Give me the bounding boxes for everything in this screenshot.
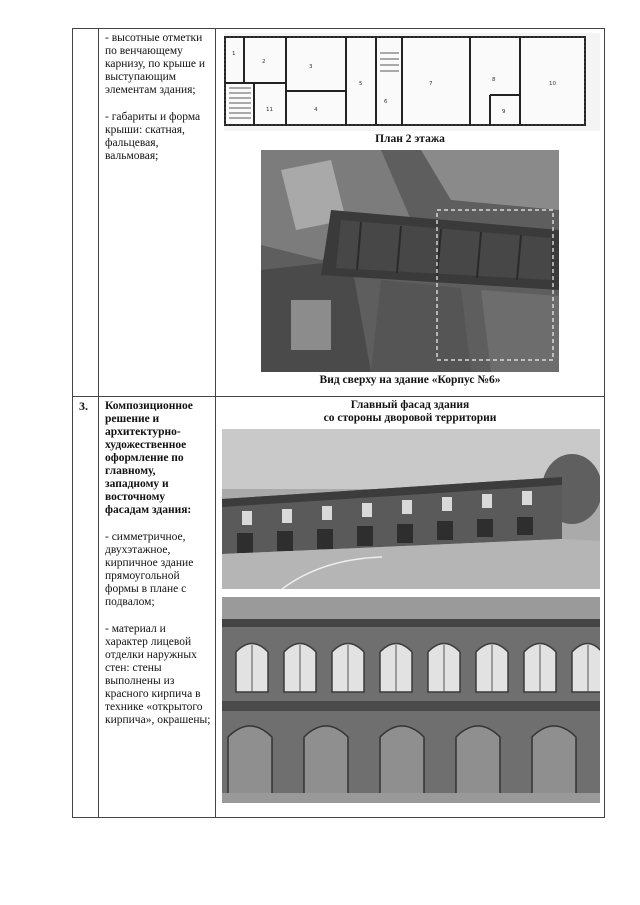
desc-material: - материал и характер лицевой отделки наружных стен: стены выполнены из красного кирпича в технике «открытого кирпича», окрашены; — [105, 623, 211, 726]
row-number-cell — [73, 397, 99, 818]
svg-text:9: 9 — [502, 109, 506, 115]
desc-roof: - габариты и форма крыши: скатная, фальцевая, вальмовая; — [105, 111, 201, 162]
description-cell — [99, 29, 216, 397]
svg-text:7: 7 — [429, 81, 433, 87]
facade-caption-line2: со стороны дворовой территории — [323, 412, 497, 424]
svg-text:2: 2 — [262, 59, 266, 65]
svg-text:5: 5 — [359, 81, 363, 87]
facade-caption-line1: Главный фасад здания — [350, 399, 470, 411]
document-table — [72, 28, 605, 818]
facade-photo-closeup — [222, 597, 600, 803]
description-cell — [99, 397, 216, 818]
svg-text:11: 11 — [266, 107, 273, 113]
desc-composition-heading: Композиционное решение и архитектурно-художественное оформление по главному, западному и восточному фасадам здания: — [105, 400, 193, 516]
plan-caption: План 2 этажа — [375, 133, 445, 145]
svg-text:4: 4 — [314, 107, 318, 113]
desc-heights: - высотные отметки по венчающему карнизу, по крыше и выступающим элементам здания; — [105, 32, 206, 96]
floor-plan-image — [224, 33, 600, 131]
image-cell — [216, 397, 605, 818]
table-row — [73, 29, 605, 397]
row-number — [73, 29, 98, 31]
row-number-cell — [73, 29, 99, 397]
aerial-photo — [261, 150, 559, 372]
svg-text:1: 1 — [232, 51, 236, 57]
svg-text:10: 10 — [549, 81, 556, 87]
svg-text:3: 3 — [309, 64, 313, 70]
svg-text:6: 6 — [384, 99, 388, 105]
aerial-caption: Вид сверху на здание «Корпус №6» — [319, 374, 501, 386]
row-number: 3. — [79, 399, 88, 413]
image-cell — [216, 29, 605, 397]
desc-symmetric: - симметричное, двухэтажное, кирпичное здание прямоугольной формы в плане с подвалом; — [105, 531, 194, 608]
svg-text:8: 8 — [492, 77, 496, 83]
table-row — [73, 397, 605, 818]
facade-photo-wide — [222, 429, 600, 589]
